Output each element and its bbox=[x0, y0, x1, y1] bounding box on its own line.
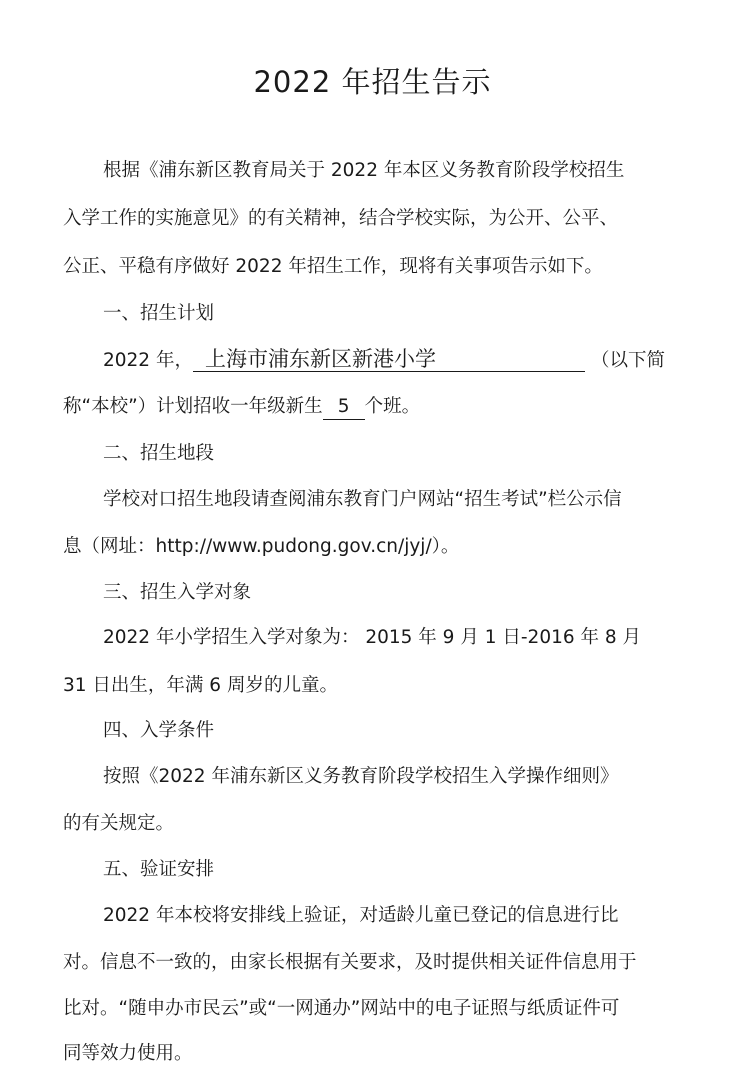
section-5-line-1: 2022 年本校将安排线上验证，对适龄儿童已登记的信息进行比 bbox=[103, 905, 619, 926]
section-5-heading: 五、验证安排 bbox=[103, 859, 215, 880]
section-3-heading: 三、招生入学对象 bbox=[103, 582, 252, 603]
plan-classes-text: 个班。 bbox=[364, 396, 421, 417]
section-5-line-4: 同等效力使用。 bbox=[63, 1043, 193, 1064]
school-name-field: 上海市浦东新区新港小学 bbox=[193, 347, 585, 372]
section-1-line-2 bbox=[63, 394, 703, 420]
section-4-line-1: 按照《2022 年浦东新区义务教育阶段学校招生入学操作细则》 bbox=[103, 766, 619, 787]
section-4-heading: 四、入学条件 bbox=[103, 720, 215, 741]
intro-line-2: 入学工作的实施意见》的有关精神，结合学校实际，为公开、公平、 bbox=[63, 208, 619, 229]
section-3-line-2: 31 日出生，年满 6 周岁的儿童。 bbox=[63, 675, 338, 696]
section-1-heading: 一、招生计划 bbox=[103, 303, 215, 324]
plan-abbrev-text: （以下简 bbox=[590, 350, 665, 371]
section-4-line-2: 的有关规定。 bbox=[63, 813, 175, 834]
class-count-field: 5 bbox=[323, 395, 365, 420]
document-title: 2022 年招生告示 bbox=[253, 65, 492, 99]
intro-line-1: 根据《浦东新区教育局关于 2022 年本区义务教育阶段学校招生 bbox=[103, 160, 625, 181]
section-2-line-1: 学校对口招生地段请查阅浦东教育门户网站“招生考试”栏公示信 bbox=[103, 489, 622, 510]
intro-line-3: 公正、平稳有序做好 2022 年招生工作，现将有关事项告示如下。 bbox=[63, 256, 603, 277]
section-3-line-1: 2022 年小学招生入学对象为： 2015 年 9 月 1 日-2016 年 8 月 bbox=[103, 627, 642, 648]
section-1-line-1 bbox=[103, 347, 743, 374]
section-5-line-2: 对。信息不一致的，由家长根据有关要求，及时提供相关证件信息用于 bbox=[63, 952, 637, 973]
section-5-line-3: 比对。“随申办市民云”或“一网通办”网站中的电子证照与纸质证件可 bbox=[63, 998, 620, 1019]
section-2-heading: 二、招生地段 bbox=[103, 443, 215, 464]
plan-year-text: 2022 年， bbox=[103, 350, 193, 371]
plan-enrol-text: 称“本校”）计划招收一年级新生 bbox=[63, 396, 323, 417]
section-2-line-2: 息（网址：http://www.pudong.gov.cn/jyj/）。 bbox=[63, 536, 460, 557]
